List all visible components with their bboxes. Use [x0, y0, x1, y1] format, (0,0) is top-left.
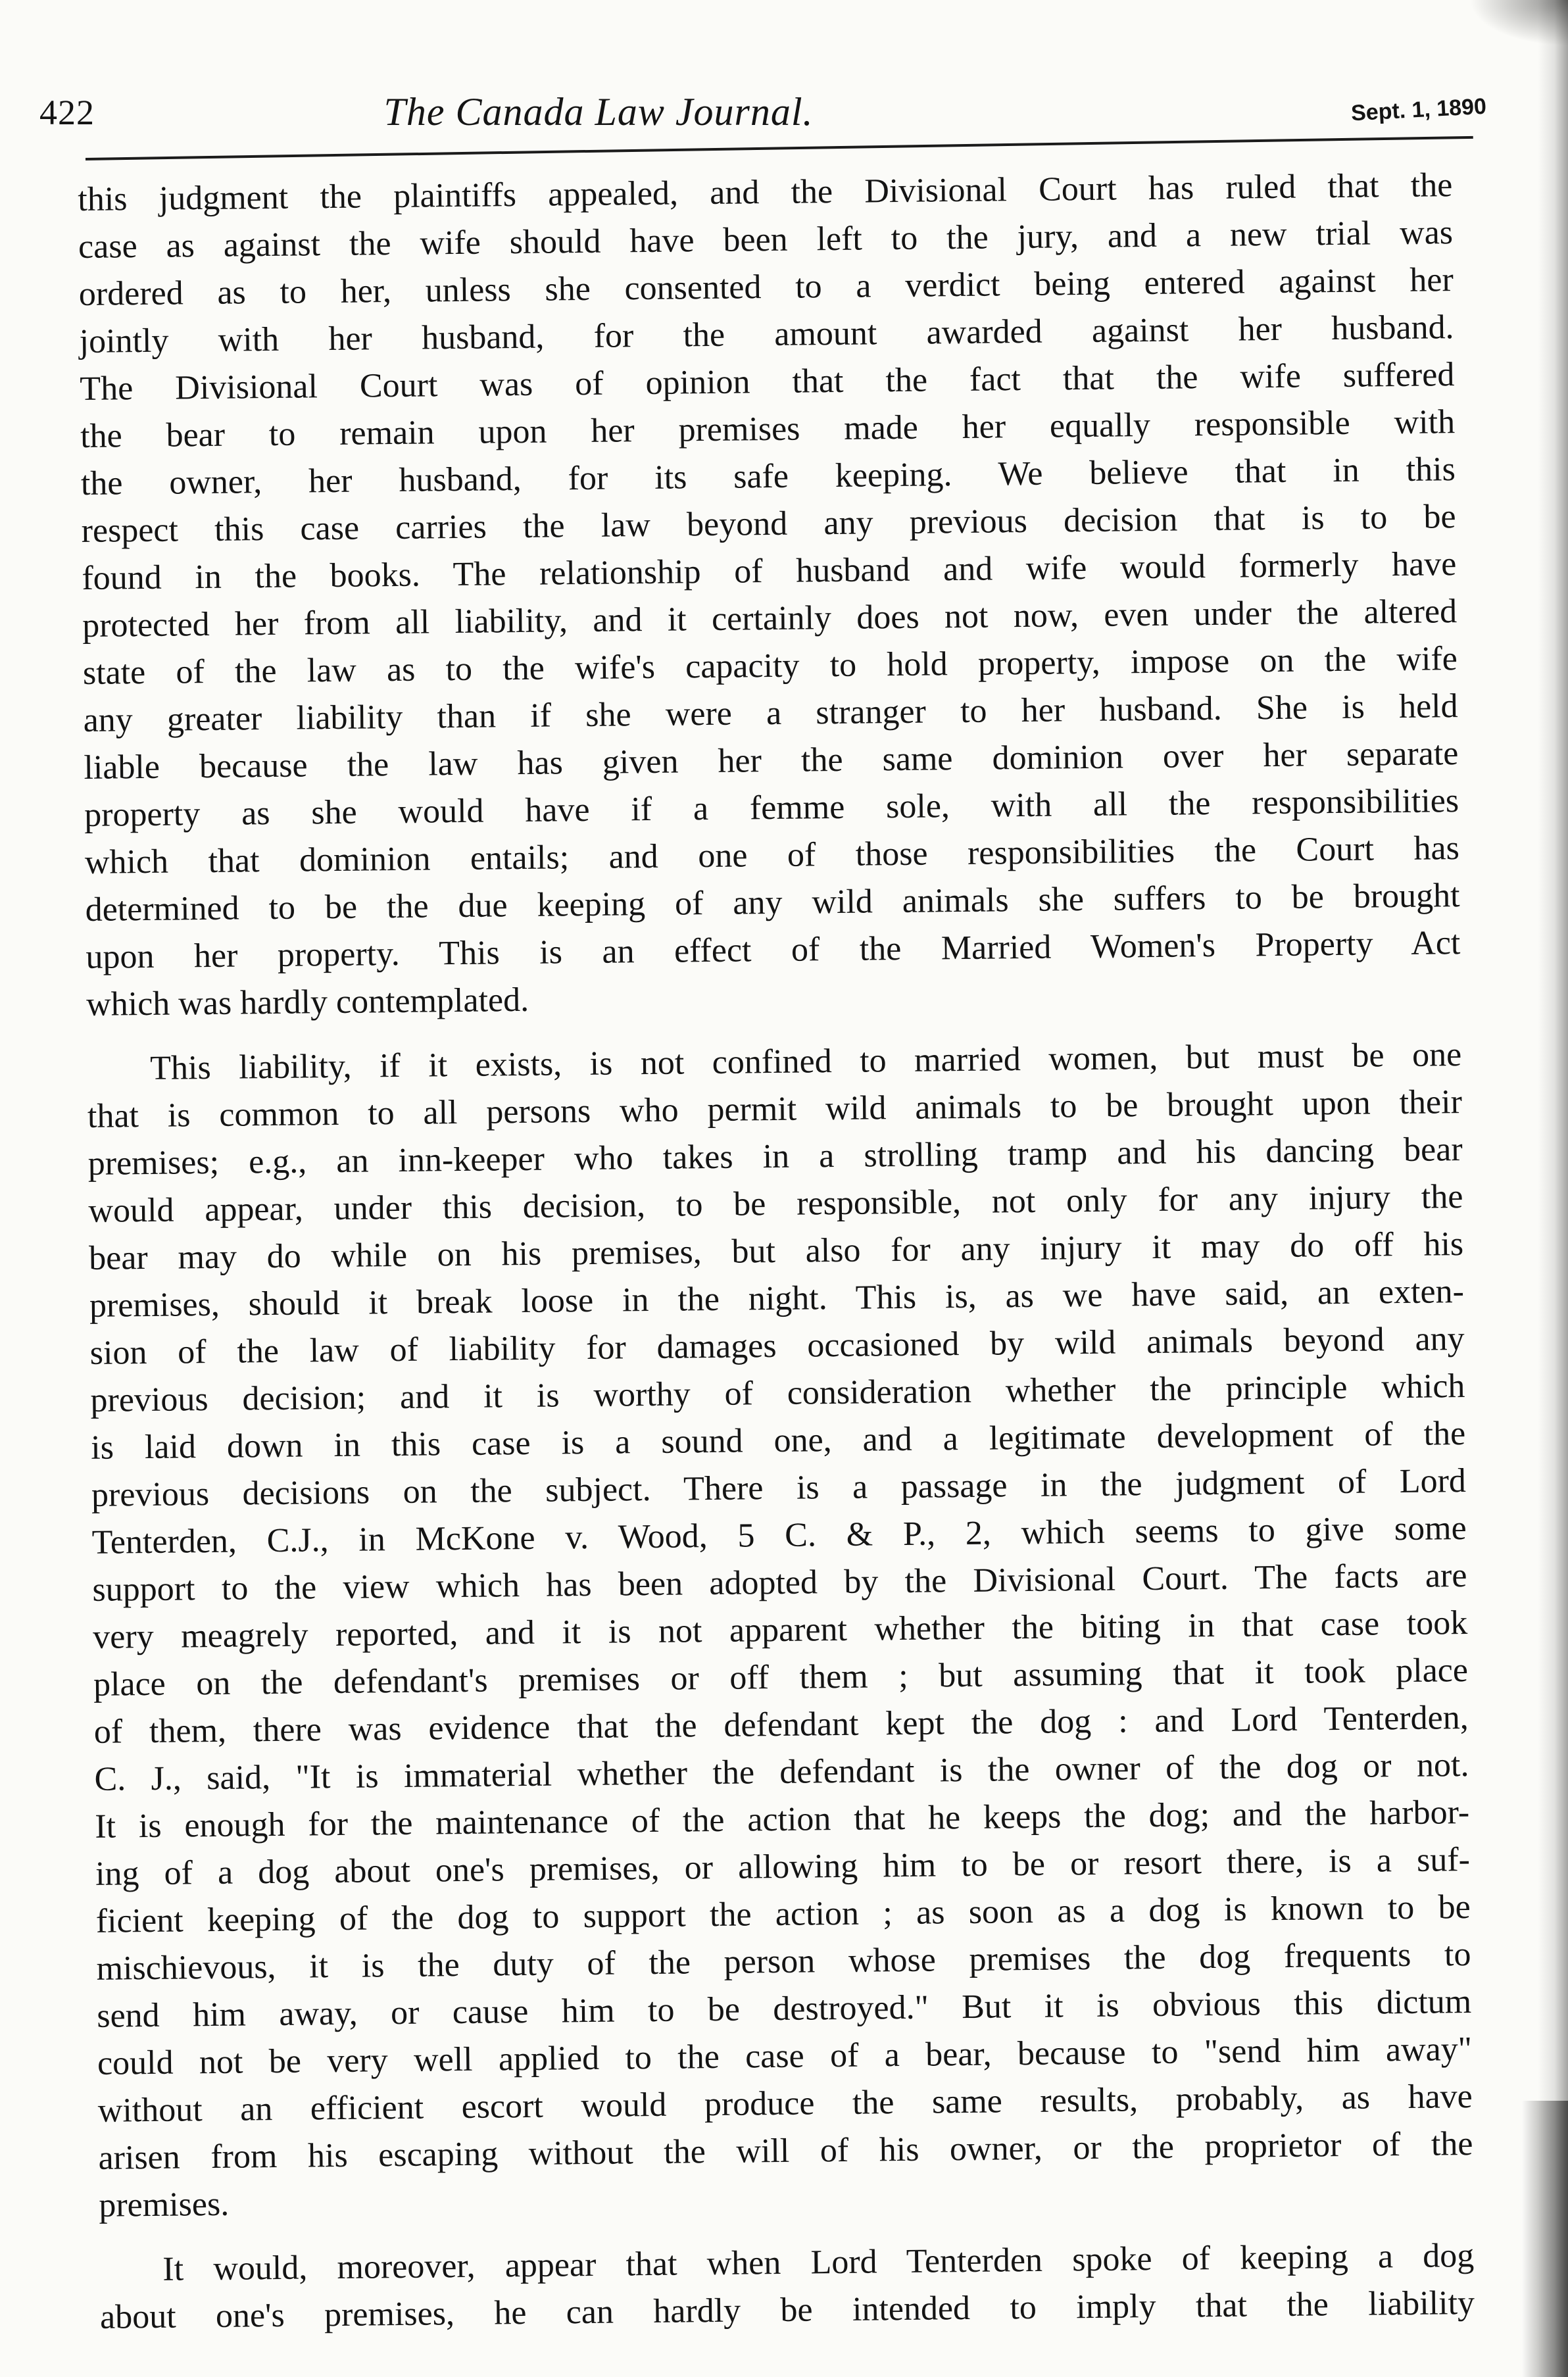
- text-line: premises; e.g., an inn-keeper who takes in a strolling tramp and his dancing bear: [87, 1131, 1463, 1183]
- text-line: This liability, if it exists, is not confined to married women, but must be one: [149, 1036, 1462, 1087]
- text-line: ordered as to her, unless she consented to a verdict being entered against her: [78, 261, 1454, 313]
- text-line: mischievous, it is the duty of the person whose premises the dog frequents to: [96, 1935, 1471, 1988]
- text-line: C. J., said, "It is immaterial whether the defendant is the owner of the dog or not.: [94, 1746, 1469, 1798]
- text-line: the bear to remain upon her premises made her equally responsible with: [80, 403, 1456, 455]
- text-line: about one's premises, he can hardly be intended to imply that the liability: [99, 2284, 1475, 2336]
- running-title: The Canada Law Journal.: [383, 90, 814, 134]
- text-line: ficient keeping of the dog to support the action ; as soon as a dog is known to be: [95, 1888, 1471, 1940]
- text-line: previous decisions on the subject. There is a passage in the judgment of Lord: [91, 1462, 1467, 1514]
- text-line: upon her property. This is an effect of the Married Women's Property Act: [86, 924, 1461, 976]
- text-line: previous decision; and it is worthy of consideration whether the principle which: [90, 1367, 1465, 1419]
- scan-corner-shadow: [1469, 0, 1568, 46]
- text-line: this judgment the plaintiffs appealed, and the Divisional Court has ruled that the: [78, 166, 1453, 218]
- scan-edge-shadow: [1538, 0, 1568, 2377]
- text-line: very meagrely reported, and it is not apparent whether the biting in that case took: [92, 1604, 1468, 1656]
- text-line: Tenterden, C.J., in McKone v. Wood, 5 C. & P., 2, which seems to give some: [91, 1509, 1467, 1561]
- text-line: could not be very well applied to the case of a bear, because to "send him away": [97, 2030, 1473, 2082]
- text-line: send him away, or cause him to be destroyed." But it is obvious this dictum: [96, 1982, 1472, 2035]
- body-text: [78, 162, 1475, 2341]
- text-line: the owner, her husband, for its safe keeping. We believe that in this: [80, 451, 1456, 502]
- text-line: is laid down in this case is a sound one, and a legitimate development of the: [90, 1415, 1466, 1467]
- text-line: sion of the law of liability for damages occasioned by wild animals beyond any: [89, 1320, 1465, 1372]
- text-line: property as she would have if a femme sole, with all the responsibilities: [84, 782, 1459, 834]
- text-line: that is common to all persons who permit wild animals to be brought upon their: [87, 1083, 1463, 1135]
- text-line: would appear, under this decision, to be responsible, not only for any injury the: [88, 1178, 1463, 1230]
- text-line: jointly with her husband, for the amount awarded against her husband.: [79, 308, 1454, 360]
- text-line: The Divisional Court was of opinion that the fact that the wife suffered: [80, 356, 1455, 408]
- text-line: found in the books. The relationship of husband and wife would formerly have: [82, 545, 1457, 597]
- text-line: case as against the wife should have been left to the jury, and a new trial was: [78, 214, 1454, 266]
- header-date: Sept. 1, 1890: [1350, 93, 1487, 126]
- page-number: 422: [39, 93, 95, 132]
- text-line: arisen from his escaping without the will of his owner, or the proprietor of the: [98, 2124, 1473, 2177]
- text-line: It would, moreover, appear that when Lord Tenterden spoke of keeping a dog: [162, 2236, 1475, 2288]
- text-line: place on the defendant's premises or off them ; but assuming that it took place: [93, 1651, 1469, 1703]
- text-line: which was hardly contemplated.: [86, 981, 529, 1023]
- text-line: of them, there was evidence that the defendant kept the dog : and Lord Tenterden,: [93, 1698, 1469, 1751]
- text-line: liable because the law has given her the same dominion over her separate: [84, 735, 1459, 787]
- text-line: ing of a dog about one's premises, or allowing him to be or resort there, is a suf-: [95, 1840, 1471, 1893]
- text-line: any greater liability than if she were a stranger to her husband. She is held: [83, 687, 1458, 739]
- text-line: determined to be the due keeping of any wild animals she suffers to be brought: [85, 877, 1460, 929]
- page-header: [39, 92, 1506, 151]
- text-line: state of the law as to the wife's capacity to hold property, impose on the wife: [82, 640, 1458, 692]
- text-line: bear may do while on his premises, but also for any injury it may do off his: [88, 1225, 1464, 1277]
- text-line: which that dominion entails; and one of those responsibilities the Court has: [84, 829, 1460, 881]
- text-line: support to the view which has been adopted by the Divisional Court. The facts are: [92, 1556, 1467, 1609]
- text-line: premises, should it break loose in the night. This is, as we have said, an exten-: [89, 1273, 1465, 1325]
- text-line: without an efficient escort would produce the same results, probably, as have: [97, 2077, 1473, 2130]
- text-line: premises.: [99, 2185, 230, 2224]
- text-line: It is enough for the maintenance of the action that he keeps the dog; and the harbor-: [94, 1793, 1470, 1846]
- text-line: protected her from all liability, and it certainly does not now, even under the altered: [82, 593, 1458, 645]
- text-line: respect this case carries the law beyond any previous decision that is to be: [81, 498, 1456, 550]
- scan-bottom-shadow: [1522, 2101, 1568, 2377]
